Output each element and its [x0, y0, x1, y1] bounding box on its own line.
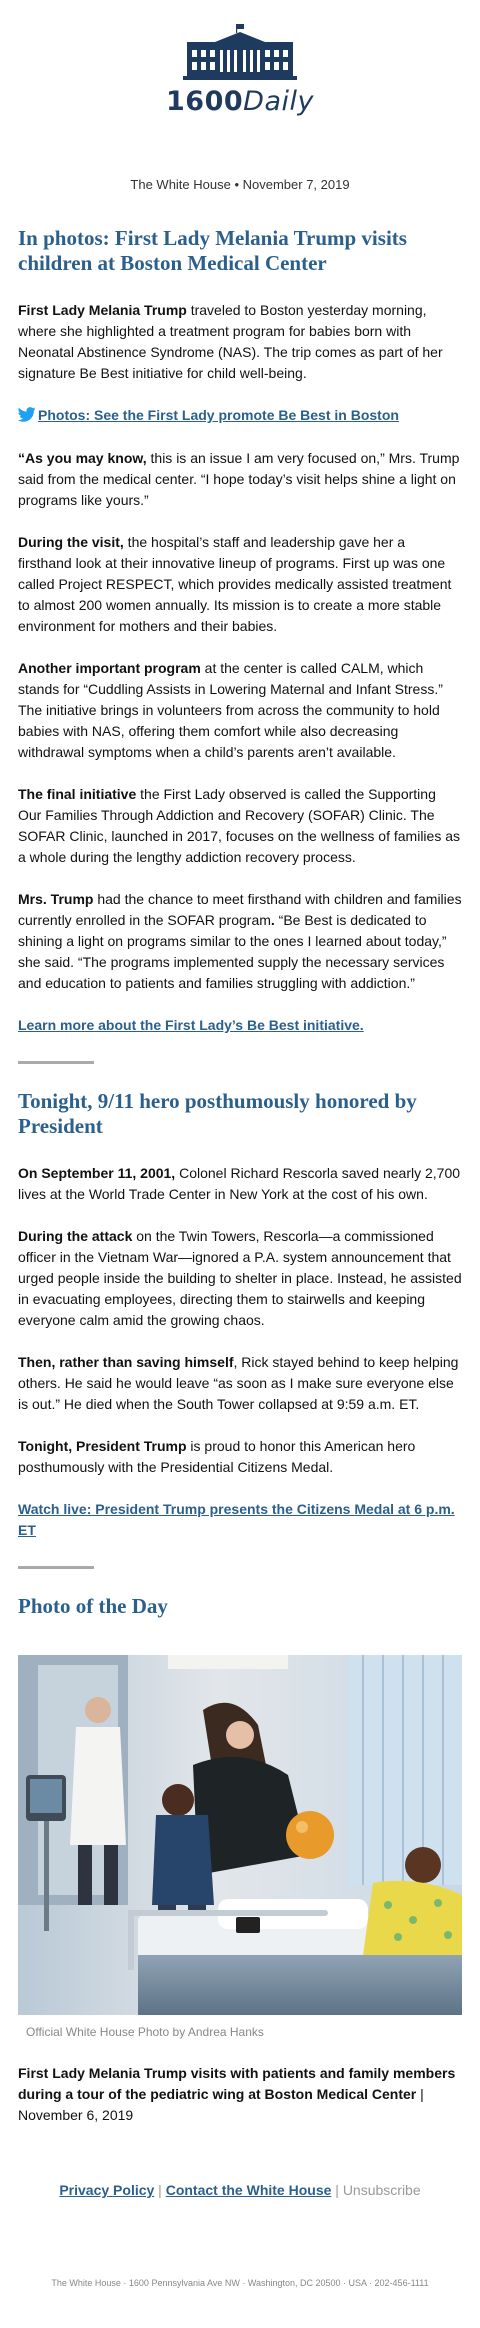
- paragraph: [18, 1436, 462, 1478]
- section-title-photo-of-day: Photo of the Day: [18, 1594, 168, 1618]
- lead-bold: During the visit,: [18, 534, 124, 550]
- section-divider: [18, 1061, 94, 1064]
- section-divider: [18, 1566, 94, 1569]
- footer-separator: |: [331, 2182, 343, 2198]
- header: [0, 0, 480, 137]
- footer-address: The White House · 1600 Pennsylvania Ave NW · Washington, DC 20500 · USA · 202-456-1111: [51, 2278, 429, 2288]
- photos-link-row: [18, 405, 462, 426]
- unsubscribe-link[interactable]: Unsubscribe: [342, 2182, 421, 2198]
- paragraph-text: the hospital’s staff and leadership gave her a firsthand look at their innovative lineup of programs. First up was one called Project RESPECT, which provides medically assisted treatment to almost 200 women annually. Its mission is to create a more stable environment for mothers and their babies.: [18, 534, 452, 634]
- photo-credit: Official White House Photo by Andrea Hanks: [26, 2025, 264, 2039]
- hospital-photo-image: [18, 1655, 462, 2015]
- watch-live-row: [18, 1499, 462, 1541]
- paragraph: [18, 658, 462, 763]
- lead-bold: Then, rather than saving himself: [18, 1354, 234, 1370]
- paragraph-text: Colonel Richard Rescorla saved nearly 2,700 lives at the World Trade Center in New York at the cost of his own.: [18, 1165, 461, 1202]
- section-title-first-lady: In photos: First Lady Melania Trump visits children at Boston Medical Center: [18, 226, 407, 275]
- paragraph: [18, 1163, 462, 1205]
- logo-daily: Daily: [243, 86, 314, 117]
- paragraph-text: is proud to honor this American hero posthumously with the Presidential Citizens Medal.: [18, 1438, 416, 1475]
- main-content: [0, 226, 480, 2288]
- paragraph-text: “Be Best is dedicated to shining a light on programs similar to the ones I learned about today,” she said. “The programs implemented supply the necessary services and education to patients and families struggling with addiction.”: [18, 912, 447, 991]
- paragraph: [18, 784, 462, 868]
- be-best-link[interactable]: Learn more about the First Lady’s Be Best initiative.: [18, 1017, 364, 1033]
- paragraph-text: this is an issue I am very focused on,” Mrs. Trump said from the medical center. “I hope today’s visit helps shine a light on programs like yours.”: [18, 450, 460, 508]
- paragraph: [18, 1352, 462, 1415]
- paragraph-text: traveled to Boston yesterday morning, where she highlighted a treatment program for babies born with Neonatal Abstinence Syndrome (NAS). The trip comes as part of her signature Be Best initiative for child well-being.: [18, 302, 443, 381]
- white-house-icon: [165, 22, 315, 84]
- paragraph: [18, 532, 462, 637]
- learn-more-row: [18, 1015, 462, 1036]
- privacy-policy-link[interactable]: Privacy Policy: [59, 2182, 155, 2198]
- dateline: The White House • November 7, 2019: [130, 177, 350, 192]
- footer-separator: |: [154, 2182, 166, 2198]
- paragraph-text: the First Lady observed is called the Supporting Our Families Through Addiction and Recovery (SOFAR) Clinic. The SOFAR Clinic, launched in 2017, focuses on the wellness of families as a whole during the lengthy addiction recovery process.: [18, 786, 461, 865]
- paragraph-text: had the chance to meet firsthand with children and families currently enrolled in the SOFAR program: [18, 891, 462, 928]
- lead-bold: On September 11, 2001,: [18, 1165, 176, 1181]
- paragraph: [18, 1226, 462, 1331]
- photos-link[interactable]: Photos: See the First Lady promote Be Best in Boston: [38, 407, 399, 423]
- logo-wordmark: [0, 86, 480, 117]
- caption-bold: First Lady Melania Trump visits with patients and family members during a tour of the pediatric wing at Boston Medical Center: [18, 2065, 456, 2102]
- lead-bold: The final initiative: [18, 786, 137, 802]
- lead-bold: During the attack: [18, 1228, 133, 1244]
- section-title-911-hero: Tonight, 9/11 hero posthumously honored by President: [18, 1089, 417, 1138]
- contact-link[interactable]: Contact the White House: [165, 2182, 332, 2198]
- lead-bold: Mrs. Trump: [18, 891, 94, 907]
- paragraph-text: , Rick stayed behind to keep helping others. He said he would leave “as soon as I make sure everyone else is out.” He died when the South Tower collapsed at 9:59 a.m. ET.: [18, 1354, 459, 1412]
- paragraph-text: on the Twin Towers, Rescorla—a commissioned officer in the Vietnam War—ignored a P.A. system announcement that urged people inside the building to shelter in place. Instead, he assisted in evacuating employees, directing them to stairwells and keeping everyone calm amid the growing chaos.: [18, 1228, 462, 1328]
- lead-bold: First Lady Melania Trump: [18, 302, 187, 318]
- paragraph-text: at the center is called CALM, which stands for “Cuddling Assists in Lowering Maternal and Infant Stress.” The initiative brings in volunteers from across the community to hold babies with NAS, offering them comfort while also decreasing withdrawal symptoms when a child’s parents aren’t available.: [18, 660, 443, 760]
- watch-live-link[interactable]: Watch live: President Trump presents the Citizens Medal at 6 p.m. ET: [18, 1501, 455, 1538]
- twitter-icon: [18, 407, 36, 422]
- photo-of-the-day: [18, 1655, 462, 2015]
- footer-links: [18, 2182, 462, 2198]
- paragraph: [18, 448, 462, 511]
- lead-bold: Another important program: [18, 660, 201, 676]
- lead-bold: “As you may know,: [18, 450, 147, 466]
- photo-caption: [18, 2063, 462, 2126]
- logo-number: 1600: [166, 86, 244, 117]
- lead-bold: Tonight, President Trump: [18, 1438, 187, 1454]
- caption-date: | November 6, 2019: [18, 2086, 424, 2123]
- paragraph: [18, 889, 462, 994]
- bold-period: .: [270, 912, 275, 928]
- paragraph: [18, 300, 462, 384]
